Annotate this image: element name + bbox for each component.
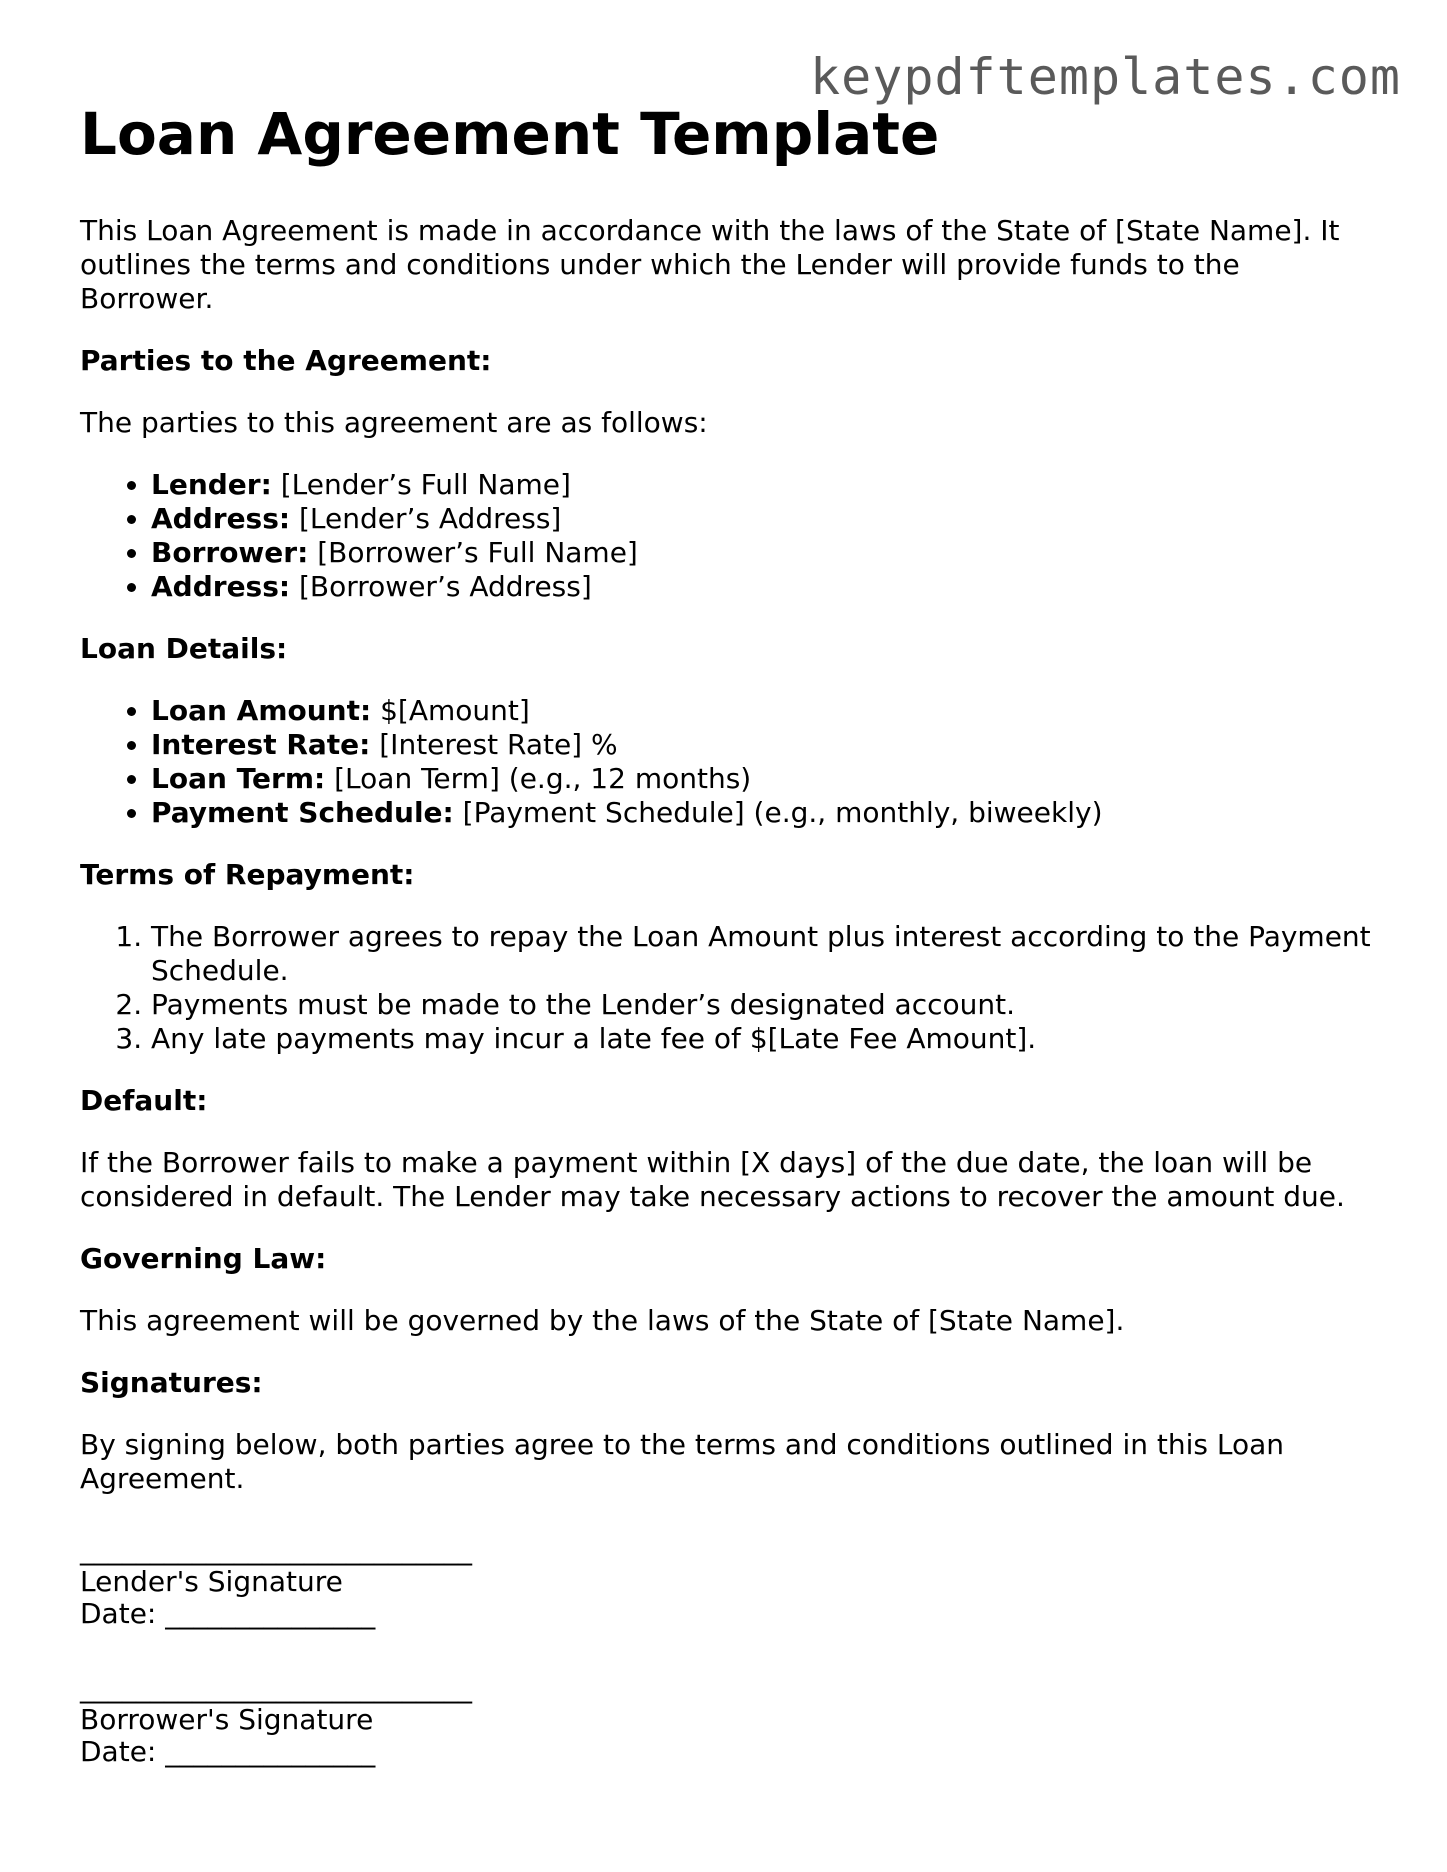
list-item-value: [Lender’s Full Name]: [271, 467, 571, 501]
list-item: [151, 728, 1380, 762]
list-item-value: $[Amount]: [371, 693, 530, 727]
lender-signature-label: Lender's Signature: [80, 1564, 343, 1598]
lender-signature-line[interactable]: ____________________________: [80, 1532, 472, 1566]
borrower-signature-label: Borrower's Signature: [80, 1702, 374, 1736]
list-item: 1. The Borrower agrees to repay the Loan Amount plus interest according to the Payment Schedule.: [151, 920, 1380, 988]
list-item-value: [Interest Rate] %: [370, 727, 618, 761]
loan-details-heading: Loan Details:: [80, 631, 288, 665]
list-item-label: Loan Term:: [151, 761, 326, 795]
repayment-heading: Terms of Repayment:: [80, 857, 415, 891]
list-item-label: Loan Amount:: [151, 693, 372, 727]
intro-paragraph: This Loan Agreement is made in accordance with the laws of the State of [State Name]. It outlines the terms and conditions under which the Lender will provide funds to the Borrower.: [80, 213, 1340, 315]
list-item: [151, 796, 1380, 830]
default-text: If the Borrower fails to make a payment within [X days] of the due date, the loan will be considered in default. The Lender may take necessary actions to recover the amount due.: [80, 1145, 1345, 1213]
document-page: [80, 100, 1380, 1768]
list-item: 2. Payments must be made to the Lender’s designated account.: [151, 988, 1380, 1022]
list-item: [151, 762, 1380, 796]
document-title: Loan Agreement Template: [80, 100, 940, 168]
borrower-signature-block: [80, 1672, 1380, 1768]
borrower-date-field[interactable]: Date: _______________: [80, 1734, 376, 1768]
list-item-label: Address:: [151, 569, 291, 603]
parties-list: [80, 468, 1380, 604]
list-item-label: Borrower:: [151, 535, 309, 569]
list-item: [151, 468, 1380, 502]
list-item-value: [Payment Schedule] (e.g., monthly, biweekly): [453, 795, 1103, 829]
list-item-label: Payment Schedule:: [151, 795, 454, 829]
parties-heading: Parties to the Agreement:: [80, 343, 492, 377]
list-item-label: Interest Rate:: [151, 727, 371, 761]
governing-law-heading: Governing Law:: [80, 1241, 327, 1275]
borrower-signature-line[interactable]: ____________________________: [80, 1670, 472, 1704]
default-heading: Default:: [80, 1083, 208, 1117]
parties-text: The parties to this agreement are as follows:: [80, 405, 708, 439]
list-item: [151, 502, 1380, 536]
list-item-value: [Lender’s Address]: [290, 501, 562, 535]
lender-signature-block: [80, 1534, 1380, 1630]
signatures-text: By signing below, both parties agree to the terms and conditions outlined in this Loan Agreement.: [80, 1427, 1284, 1495]
list-item-value: [Loan Term] (e.g., 12 months): [325, 761, 752, 795]
list-item-label: Lender:: [151, 467, 272, 501]
list-item: [151, 536, 1380, 570]
lender-date-field[interactable]: Date: _______________: [80, 1596, 376, 1630]
list-item-value: [Borrower’s Full Name]: [308, 535, 638, 569]
governing-law-text: This agreement will be governed by the laws of the State of [State Name].: [80, 1303, 1125, 1337]
list-item: [151, 694, 1380, 728]
list-item: 3. Any late payments may incur a late fee of $[Late Fee Amount].: [151, 1022, 1380, 1056]
loan-details-list: [80, 694, 1380, 830]
signatures-heading: Signatures:: [80, 1365, 263, 1399]
list-item-label: Address:: [151, 501, 291, 535]
site-watermark: keypdftemplates.com: [810, 48, 1401, 106]
list-item-value: [Borrower’s Address]: [290, 569, 592, 603]
repayment-list: [80, 920, 1380, 1056]
list-item: [151, 570, 1380, 604]
